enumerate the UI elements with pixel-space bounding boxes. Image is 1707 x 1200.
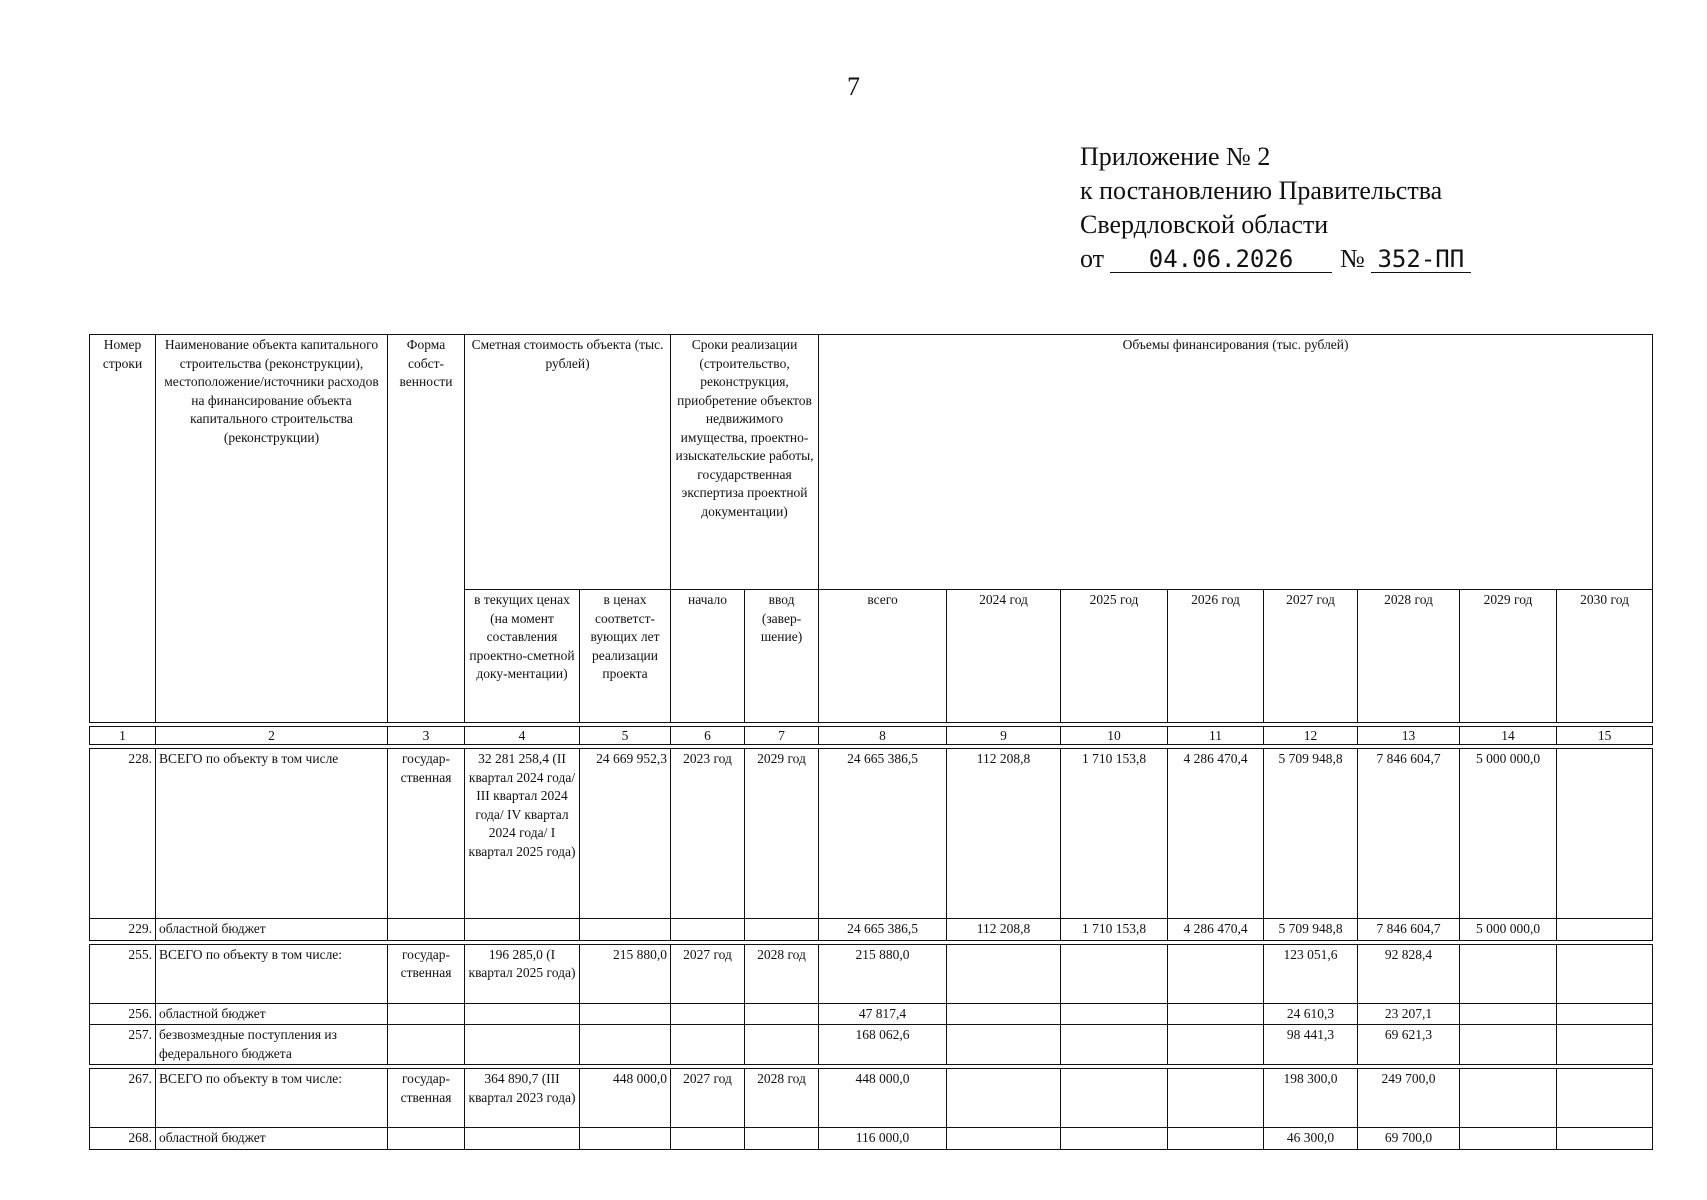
value-2024 [947, 944, 1061, 1003]
value-2029: 5 000 000,0 [1460, 919, 1557, 941]
cost-current [465, 1025, 580, 1065]
header-estimated-cost: Сметная стоимость объекта (тыс. рублей) [465, 335, 671, 590]
table-row [90, 1025, 1653, 1065]
end-year: 2028 год [745, 944, 819, 1003]
from-label: от [1080, 244, 1105, 273]
column-number: 9 [947, 727, 1061, 745]
value-2025: 1 710 153,8 [1061, 919, 1168, 941]
value-2030 [1557, 1128, 1653, 1150]
value-2024: 112 208,8 [947, 749, 1061, 919]
appendix-region: Свердловской области [1080, 210, 1329, 239]
object-name: безвозмездные поступления из федерального бюджета [156, 1025, 388, 1065]
page-number: 7 [847, 72, 860, 101]
value-2025 [1061, 1025, 1168, 1065]
value-2030 [1557, 1003, 1653, 1025]
column-number: 3 [388, 727, 465, 745]
end-year [745, 1025, 819, 1065]
value-2025 [1061, 1003, 1168, 1025]
column-number: 12 [1264, 727, 1358, 745]
value-2030 [1557, 1025, 1653, 1065]
row-number: 228. [90, 749, 156, 919]
value-2026 [1168, 1128, 1264, 1150]
column-number: 5 [580, 727, 671, 745]
cost-years: 24 669 952,3 [580, 749, 671, 919]
ownership: государ-ственная [388, 749, 465, 919]
value-2024 [947, 1069, 1061, 1128]
total-value: 24 665 386,5 [819, 919, 947, 941]
cost-years [580, 1128, 671, 1150]
cost-years: 215 880,0 [580, 944, 671, 1003]
total-value: 24 665 386,5 [819, 749, 947, 919]
cost-current: 196 285,0 (I квартал 2025 года) [465, 944, 580, 1003]
row-number: 267. [90, 1069, 156, 1128]
financing-table [89, 334, 1653, 1150]
column-number: 8 [819, 727, 947, 745]
ownership [388, 1025, 465, 1065]
value-2024 [947, 1025, 1061, 1065]
column-number: 4 [465, 727, 580, 745]
column-number-row [90, 727, 1653, 745]
cost-years [580, 919, 671, 941]
value-2029 [1460, 1128, 1557, 1150]
appendix-resolution: к постановлению Правительства [1080, 176, 1443, 205]
cost-current [465, 1128, 580, 1150]
table-row [90, 1128, 1653, 1150]
ownership: государ-ственная [388, 1069, 465, 1128]
value-2028: 23 207,1 [1358, 1003, 1460, 1025]
end-year: 2028 год [745, 1069, 819, 1128]
header-year-2028: 2028 год [1358, 590, 1460, 723]
value-2026: 4 286 470,4 [1168, 749, 1264, 919]
header-total: всего [819, 590, 947, 723]
total-value: 47 817,4 [819, 1003, 947, 1025]
value-2029 [1460, 944, 1557, 1003]
value-2027: 123 051,6 [1264, 944, 1358, 1003]
value-2026 [1168, 944, 1264, 1003]
ownership [388, 1128, 465, 1150]
cost-years [580, 1003, 671, 1025]
value-2026 [1168, 1025, 1264, 1065]
object-name: ВСЕГО по объекту в том числе: [156, 1069, 388, 1128]
header-start: начало [671, 590, 745, 723]
value-2024 [947, 1128, 1061, 1150]
start-year: 2027 год [671, 944, 745, 1003]
column-number: 6 [671, 727, 745, 745]
header-year-2030: 2030 год [1557, 590, 1653, 723]
start-year [671, 1025, 745, 1065]
value-2030 [1557, 1069, 1653, 1128]
ownership: государ-ственная [388, 944, 465, 1003]
table-row [90, 1069, 1653, 1128]
end-year [745, 919, 819, 941]
value-2025 [1061, 1069, 1168, 1128]
column-number: 1 [90, 727, 156, 745]
row-number: 268. [90, 1128, 156, 1150]
value-2028: 7 846 604,7 [1358, 749, 1460, 919]
value-2029: 5 000 000,0 [1460, 749, 1557, 919]
value-2027: 5 709 948,8 [1264, 749, 1358, 919]
table-row [90, 944, 1653, 1003]
appendix-title: Приложение № 2 [1080, 142, 1271, 171]
column-number: 2 [156, 727, 388, 745]
table-row [90, 749, 1653, 919]
column-number: 13 [1358, 727, 1460, 745]
header-row-1 [90, 335, 1653, 590]
header-implementation-terms: Сроки реализации (строительство, реконструкция, приобретение объектов недвижимого имущества, проектно-изыскательские работы, государственная экспертиза проектной документации) [671, 335, 819, 590]
header-year-2027: 2027 год [1264, 590, 1358, 723]
value-2027: 198 300,0 [1264, 1069, 1358, 1128]
object-name: ВСЕГО по объекту в том числе [156, 749, 388, 919]
value-2028: 69 700,0 [1358, 1128, 1460, 1150]
row-number: 255. [90, 944, 156, 1003]
value-2026: 4 286 470,4 [1168, 919, 1264, 941]
resolution-date: 04.06.2026 [1110, 246, 1332, 273]
end-year [745, 1128, 819, 1150]
header-year-2029: 2029 год [1460, 590, 1557, 723]
header-year-2024: 2024 год [947, 590, 1061, 723]
header-cost-current-prices: в текущих ценах (на момент составления проектно-сметной доку-ментации) [465, 590, 580, 723]
number-label: № [1340, 244, 1365, 273]
row-number: 257. [90, 1025, 156, 1065]
table-row [90, 919, 1653, 941]
object-name: областной бюджет [156, 1003, 388, 1025]
total-value: 215 880,0 [819, 944, 947, 1003]
total-value: 116 000,0 [819, 1128, 947, 1150]
table-row [90, 1003, 1653, 1025]
column-number: 14 [1460, 727, 1557, 745]
value-2029 [1460, 1025, 1557, 1065]
value-2025 [1061, 1128, 1168, 1150]
object-name: ВСЕГО по объекту в том числе: [156, 944, 388, 1003]
start-year [671, 919, 745, 941]
total-value: 168 062,6 [819, 1025, 947, 1065]
row-number: 229. [90, 919, 156, 941]
ownership [388, 919, 465, 941]
value-2028: 92 828,4 [1358, 944, 1460, 1003]
value-2025 [1061, 944, 1168, 1003]
header-funding-volume: Объемы финансирования (тыс. рублей) [819, 335, 1653, 590]
value-2028: 69 621,3 [1358, 1025, 1460, 1065]
start-year: 2023 год [671, 749, 745, 919]
header-cost-year-prices: в ценах соответст-вующих лет реализации проекта [580, 590, 671, 723]
cost-current [465, 1003, 580, 1025]
value-2026 [1168, 1003, 1264, 1025]
column-number: 11 [1168, 727, 1264, 745]
value-2027: 5 709 948,8 [1264, 919, 1358, 941]
value-2030 [1557, 749, 1653, 919]
value-2028: 7 846 604,7 [1358, 919, 1460, 941]
row-number: 256. [90, 1003, 156, 1025]
value-2029 [1460, 1003, 1557, 1025]
appendix-heading [1080, 140, 1471, 276]
cost-years [580, 1025, 671, 1065]
header-ownership: Форма собст-венности [388, 335, 465, 723]
resolution-number: 352-ПП [1371, 246, 1471, 273]
total-value: 448 000,0 [819, 1069, 947, 1128]
header-object-name: Наименование объекта капитального строительства (реконструкции), местоположение/источники расходов на финансирование объекта капитального строительства (реконструкции) [156, 335, 388, 723]
header-row-number: Номер строки [90, 335, 156, 723]
object-name: областной бюджет [156, 1128, 388, 1150]
value-2024 [947, 1003, 1061, 1025]
cost-years: 448 000,0 [580, 1069, 671, 1128]
column-number: 7 [745, 727, 819, 745]
column-number: 15 [1557, 727, 1653, 745]
start-year [671, 1128, 745, 1150]
value-2030 [1557, 919, 1653, 941]
value-2027: 46 300,0 [1264, 1128, 1358, 1150]
header-year-2026: 2026 год [1168, 590, 1264, 723]
value-2028: 249 700,0 [1358, 1069, 1460, 1128]
end-year: 2029 год [745, 749, 819, 919]
start-year: 2027 год [671, 1069, 745, 1128]
cost-current: 364 890,7 (III квартал 2023 года) [465, 1069, 580, 1128]
object-name: областной бюджет [156, 919, 388, 941]
start-year [671, 1003, 745, 1025]
end-year [745, 1003, 819, 1025]
value-2024: 112 208,8 [947, 919, 1061, 941]
ownership [388, 1003, 465, 1025]
column-number: 10 [1061, 727, 1168, 745]
value-2030 [1557, 944, 1653, 1003]
appendix-date-line [1080, 242, 1471, 276]
value-2027: 98 441,3 [1264, 1025, 1358, 1065]
header-year-2025: 2025 год [1061, 590, 1168, 723]
value-2025: 1 710 153,8 [1061, 749, 1168, 919]
cost-current [465, 919, 580, 941]
cost-current: 32 281 258,4 (II квартал 2024 года/ III квартал 2024 года/ IV квартал 2024 года/ I квартал 2025 года) [465, 749, 580, 919]
value-2029 [1460, 1069, 1557, 1128]
header-completion: ввод (завер-шение) [745, 590, 819, 723]
value-2027: 24 610,3 [1264, 1003, 1358, 1025]
value-2026 [1168, 1069, 1264, 1128]
